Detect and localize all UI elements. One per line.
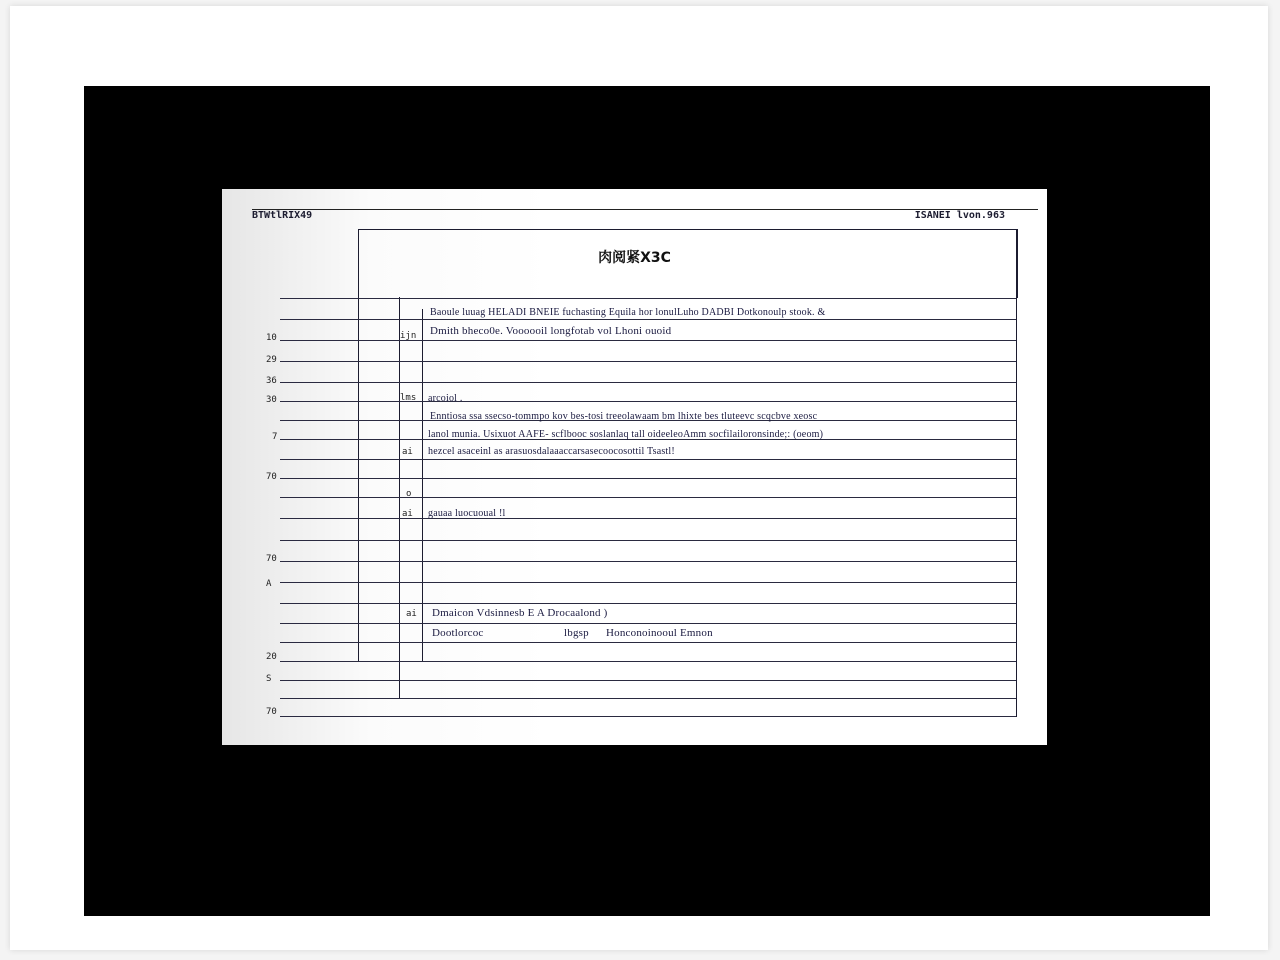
header-left-text: BTWtlRIX49	[252, 210, 313, 221]
ruled-line	[280, 716, 1016, 717]
text-line: hezcel asaceinl as arasuosdalaaaccarsasecoocosottil Tsastl!	[428, 446, 675, 457]
ruled-line	[280, 603, 1016, 604]
cell-mark: lms	[400, 393, 417, 403]
row-label: 30	[266, 395, 277, 405]
cell-mark: o	[406, 489, 412, 499]
row-label: 7	[272, 432, 278, 442]
row-label: 70	[266, 554, 277, 564]
text-line: Dootlorcoc	[432, 627, 484, 639]
ruled-line	[280, 540, 1016, 541]
cell-mark: ai	[402, 447, 413, 457]
text-line: Dmaicon Vdsinnesb E A Drocaalond )	[432, 607, 608, 619]
ruled-line	[280, 497, 1016, 498]
row-label: 29	[266, 355, 277, 365]
text-line: Honconoinooul Emnon	[606, 627, 713, 639]
ruled-line	[280, 561, 1016, 562]
photo-frame	[10, 6, 1268, 950]
ruled-line	[280, 623, 1016, 624]
column-divider	[358, 297, 359, 661]
cell-mark: ai	[402, 509, 413, 519]
row-label: A	[266, 579, 272, 589]
document-title: 肉阅紧X3C	[598, 250, 671, 266]
ruled-line	[280, 382, 1016, 383]
text-line: lanol munia. Usixuot AAFE- scflbooc soslanlaq tall oideeleoAmm socfilailoronsinde;: (oeom)	[428, 429, 824, 440]
header-right-text: ISANEI lvon.963	[914, 210, 1005, 221]
ruled-line	[280, 298, 1016, 299]
text-line: arcoiol .	[428, 393, 463, 404]
ruled-line	[280, 582, 1016, 583]
ruled-line	[280, 698, 1016, 699]
row-label: 20	[266, 652, 277, 662]
cell-mark: ijn	[400, 331, 417, 341]
column-divider	[399, 297, 400, 699]
ruled-line	[280, 401, 1016, 402]
ruled-line	[280, 340, 1016, 341]
row-label: 70	[266, 707, 277, 717]
text-line: lbgsp	[564, 627, 589, 639]
text-line: Enntiosa ssa ssecso-tommpo kov bes-tosi treeolawaam bm lhixte bes tluteevc scqcbve xeosc	[430, 411, 818, 422]
ruled-line	[280, 680, 1016, 681]
cell-mark: ai	[406, 609, 417, 619]
ruled-line	[280, 319, 1016, 320]
ruled-line	[280, 478, 1016, 479]
text-line: gauaa luocuoual !l	[428, 508, 506, 519]
ruled-line	[280, 518, 1016, 519]
ruled-line	[280, 642, 1016, 643]
text-line: Dmith bheco0e. Voooooil longfotab vol Lhoni ouoid	[430, 325, 672, 337]
ruled-line	[280, 661, 1016, 662]
row-label: 36	[266, 376, 277, 386]
column-divider	[1016, 229, 1017, 717]
ruled-line	[280, 459, 1016, 460]
row-label: 70	[266, 472, 277, 482]
ruled-line	[280, 361, 1016, 362]
row-label: 10	[266, 333, 277, 343]
row-label: S	[266, 674, 272, 684]
text-line: Baoule luuag HELADI BNEIE fuchasting Equila hor lonulLuho DADBI Dotkonoulp stook. &	[430, 307, 826, 318]
document-sheet	[222, 189, 1047, 745]
